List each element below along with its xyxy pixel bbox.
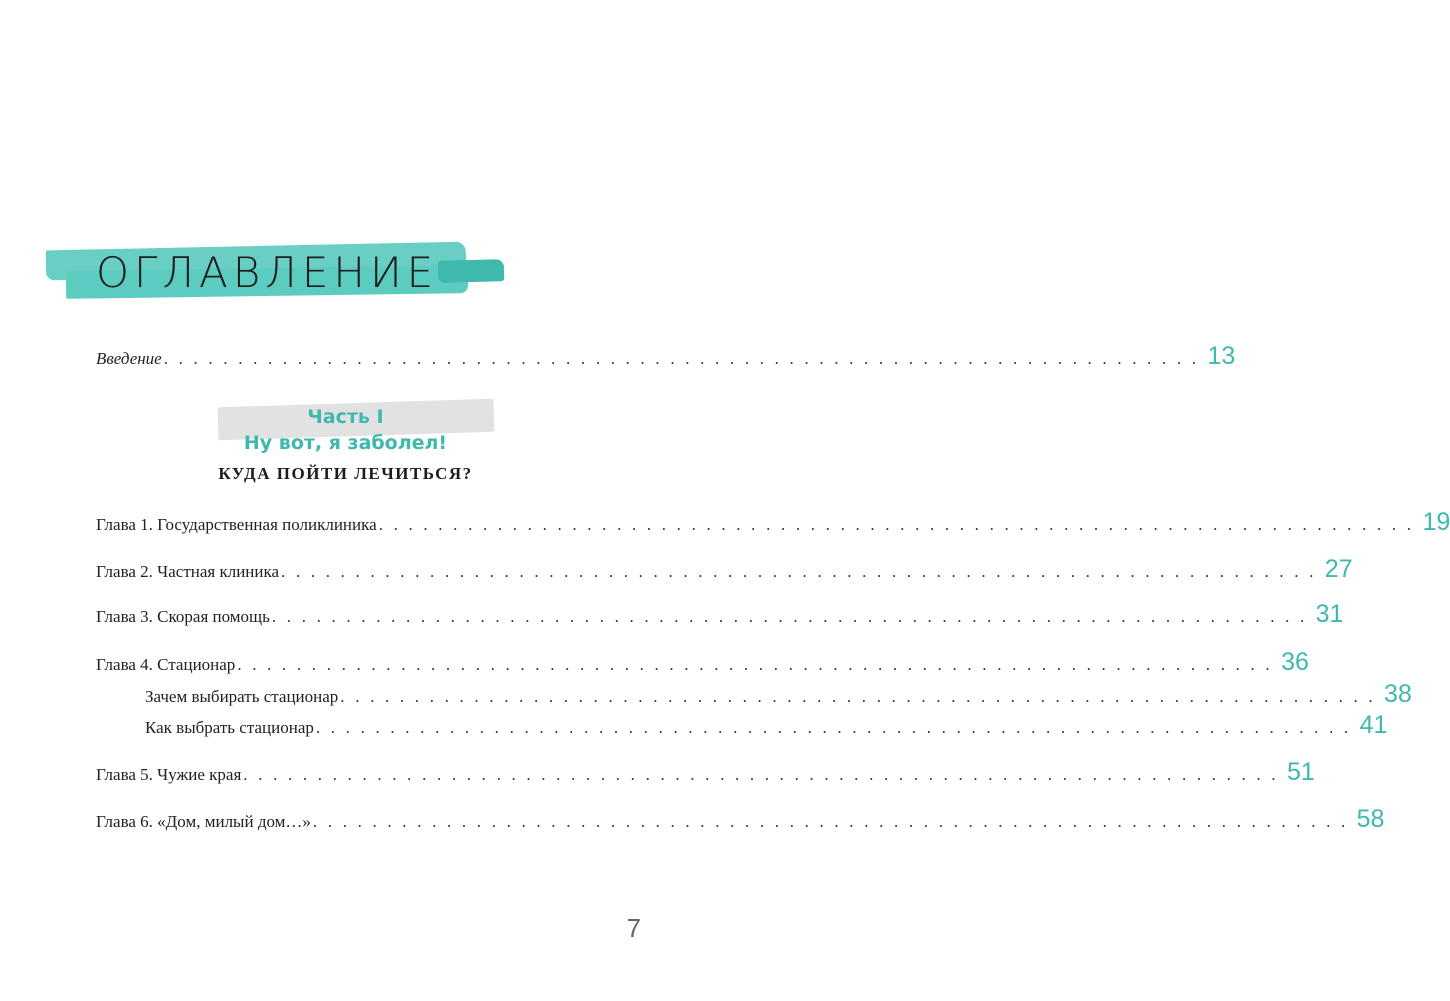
toc-entry-chapter-3[interactable]	[96, 600, 1344, 629]
toc-entry-chapter-4[interactable]	[96, 648, 1309, 677]
toc-entry-label: Введение	[96, 349, 162, 368]
leader-dots: . . . . . . . . . . . . . . . . . . . . . . . . . . . . . . . . . . . . . . . . . . . . . . . . . . . . . . . . . . . . . . . . . . . . . .	[312, 812, 1349, 831]
toc-entry-label: Зачем выбирать стационар	[145, 687, 339, 706]
leader-dots: . . . . . . . . . . . . . . . . . . . . . . . . . . . . . . . . . . . . . . . . . . . . . . . . . . . . . . . . . . . . . . . . . . . . . .	[315, 718, 1352, 737]
toc-entry-page: 36	[1281, 648, 1309, 676]
toc-title: ОГЛАВЛЕНИЕ	[96, 248, 439, 297]
toc-entry-chapter-1[interactable]	[96, 508, 1450, 537]
toc-entry-page: 31	[1315, 600, 1344, 628]
toc-entry-page: 19	[1422, 508, 1450, 536]
leader-dots: . . . . . . . . . . . . . . . . . . . . . . . . . . . . . . . . . . . . . . . . . . . . . . . . . . . . . . . . . . . . . . . . . . . . . .	[237, 655, 1273, 674]
toc-title-block	[40, 232, 520, 312]
toc-entry-label: Глава 2. Частная клиника	[96, 562, 280, 581]
toc-entry-label: Глава 1. Государственная поликлиника	[96, 515, 377, 534]
toc-entry-section-4-2[interactable]	[145, 711, 1388, 740]
part-question: КУДА ПОЙТИ ЛЕЧИТЬСЯ?	[218, 464, 473, 483]
toc-entry-label: Глава 3. Скорая помощь	[96, 607, 270, 626]
leader-dots: . . . . . . . . . . . . . . . . . . . . . . . . . . . . . . . . . . . . . . . . . . . . . . . . . . . . . . . . . . . . . . . . . . . . . .	[163, 349, 1200, 368]
toc-entry-page: 58	[1356, 805, 1385, 833]
page-number: 7	[626, 913, 641, 943]
part-subtitle: Ну вот, я заболел!	[243, 432, 448, 454]
leader-dots: . . . . . . . . . . . . . . . . . . . . . . . . . . . . . . . . . . . . . . . . . . . . . . . . . . . . . . . . . . . . . . . . . . . . . .	[243, 765, 1279, 784]
toc-entry-label: Глава 6. «Дом, милый дом…»	[96, 812, 311, 831]
toc-entry-page: 51	[1287, 758, 1315, 786]
title-brush-stroke	[438, 259, 505, 283]
toc-entry-intro[interactable]	[96, 342, 1236, 371]
toc-entry-chapter-6[interactable]	[96, 805, 1385, 834]
toc-entry-page: 38	[1384, 680, 1412, 708]
leader-dots: . . . . . . . . . . . . . . . . . . . . . . . . . . . . . . . . . . . . . . . . . . . . . . . . . . . . . . . . . . . . . . . . . . . . . .	[281, 562, 1317, 581]
toc-entry-chapter-5[interactable]	[96, 758, 1315, 787]
leader-dots: . . . . . . . . . . . . . . . . . . . . . . . . . . . . . . . . . . . . . . . . . . . . . . . . . . . . . . . . . . . . . . . . . . . . . .	[340, 687, 1376, 706]
toc-entry-page: 13	[1207, 342, 1236, 370]
toc-entry-label: Как выбрать стационар	[145, 718, 314, 737]
part-label: Часть I	[307, 406, 384, 428]
toc-entry-page: 41	[1359, 711, 1388, 739]
toc-entry-chapter-2[interactable]	[96, 555, 1353, 584]
toc-entry-page: 27	[1324, 555, 1353, 583]
leader-dots: . . . . . . . . . . . . . . . . . . . . . . . . . . . . . . . . . . . . . . . . . . . . . . . . . . . . . . . . . . . . . . . . . . . . . .	[271, 607, 1308, 626]
toc-entry-label: Глава 5. Чужие края	[96, 765, 242, 784]
toc-entry-section-4-1[interactable]	[145, 680, 1412, 709]
leader-dots: . . . . . . . . . . . . . . . . . . . . . . . . . . . . . . . . . . . . . . . . . . . . . . . . . . . . . . . . . . . . . . . . . . . . . .	[378, 515, 1415, 534]
toc-entry-label: Глава 4. Стационар	[96, 655, 236, 674]
